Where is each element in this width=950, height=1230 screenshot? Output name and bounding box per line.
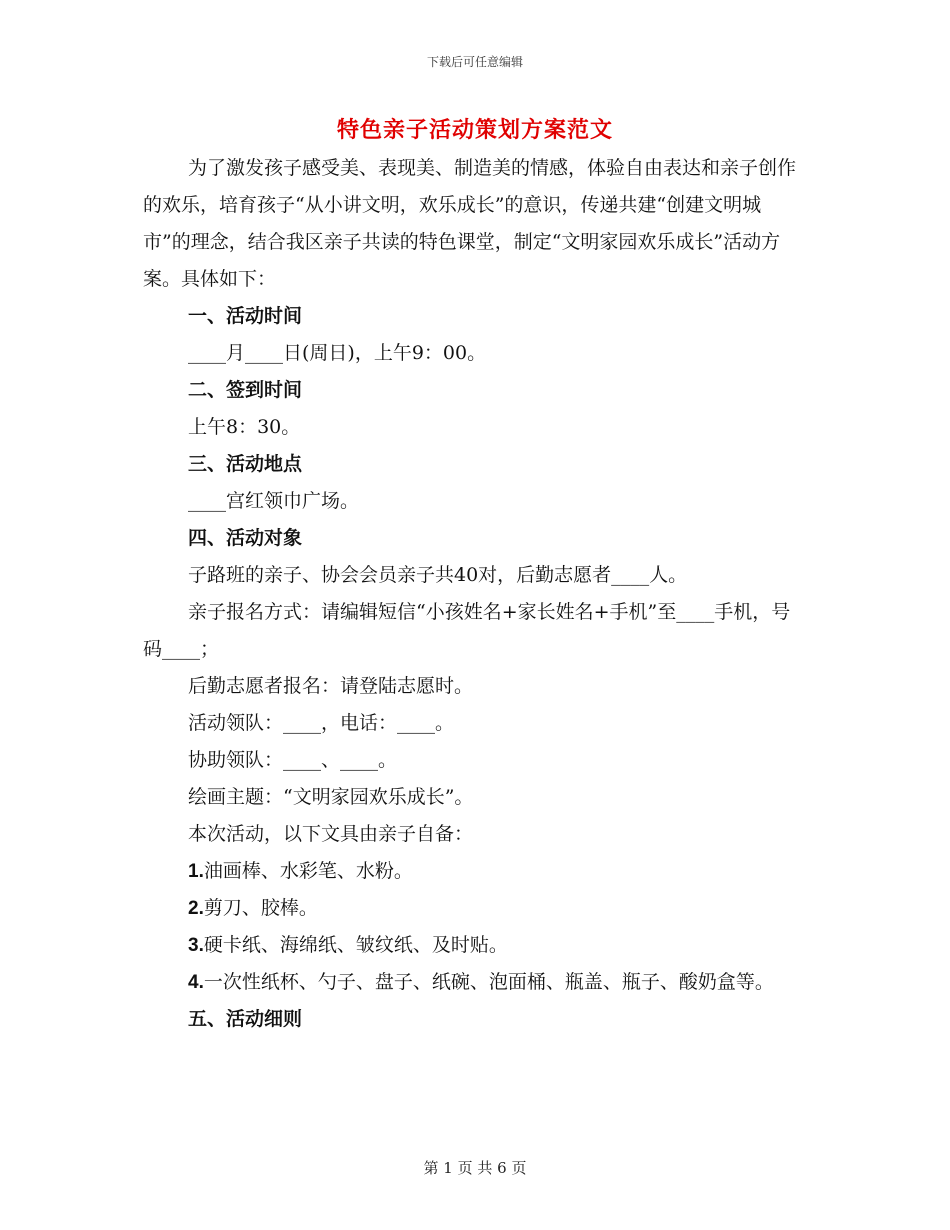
signin-time-text: 上午8：30。 [188,416,301,438]
list-number: 2. [188,898,204,919]
supply-list-item [143,964,799,1001]
supplies-intro-text: 本次活动，以下文具由亲子自备： [188,823,474,845]
section-heading-participants: 四、活动对象 [188,527,303,549]
supply-list-item [143,853,799,890]
document-title: 特色亲子活动策划方案范文 [336,117,613,143]
section-heading-signin: 二、签到时间 [188,379,303,401]
registration-method-text: 亲子报名方式：请编辑短信“小孩姓名+家长姓名+手机”至____手机，号码____； [143,601,791,660]
document-body [143,150,799,1038]
page-header-note: 下载后可任意编辑 [426,55,523,69]
list-number: 1. [188,861,204,882]
volunteer-registration-text: 后勤志愿者报名：请登陆志愿时。 [188,675,474,697]
team-leader-text: 活动领队：____，电话：____。 [188,712,455,734]
section-heading-time: 一、活动时间 [188,305,303,327]
list-item-text: 硬卡纸、海绵纸、皱纹纸、及时贴。 [203,934,508,956]
list-item-text: 一次性纸杯、勺子、盘子、纸碗、泡面桶、瓶盖、瓶子、酸奶盒等。 [203,971,774,993]
page-number-footer: 第 1 页 共 6 页 [423,1159,527,1177]
supply-list-item [143,927,799,964]
participants-text: 子路班的亲子、协会会员亲子共40对，后勤志愿者____人。 [188,564,688,586]
list-number: 4. [188,972,204,993]
activity-time-text: ____月____日(周日)，上午9：00。 [188,342,487,364]
assistant-leader-text: 协助领队：____、____。 [188,749,398,771]
section-heading-rules: 五、活动细则 [188,1008,303,1030]
list-item-text: 油画棒、水彩笔、水粉。 [203,860,413,882]
list-number: 3. [188,935,204,956]
section-heading-location: 三、活动地点 [188,453,303,475]
intro-paragraph: 为了激发孩子感受美、表现美、制造美的情感，体验自由表达和亲子创作的欢乐，培育孩子“从小讲文明，欢乐成长”的意识，传递共建“创建文明城市”的理念，结合我区亲子共读的特色课堂，制定“文明家园欢乐成长”活动方案。具体如下： [143,157,797,290]
supply-list-item [143,890,799,927]
drawing-theme-text: 绘画主题：“文明家园欢乐成长”。 [188,786,474,808]
location-text: ____宫红领巾广场。 [188,490,360,512]
list-item-text: 剪刀、胶棒。 [203,897,318,919]
